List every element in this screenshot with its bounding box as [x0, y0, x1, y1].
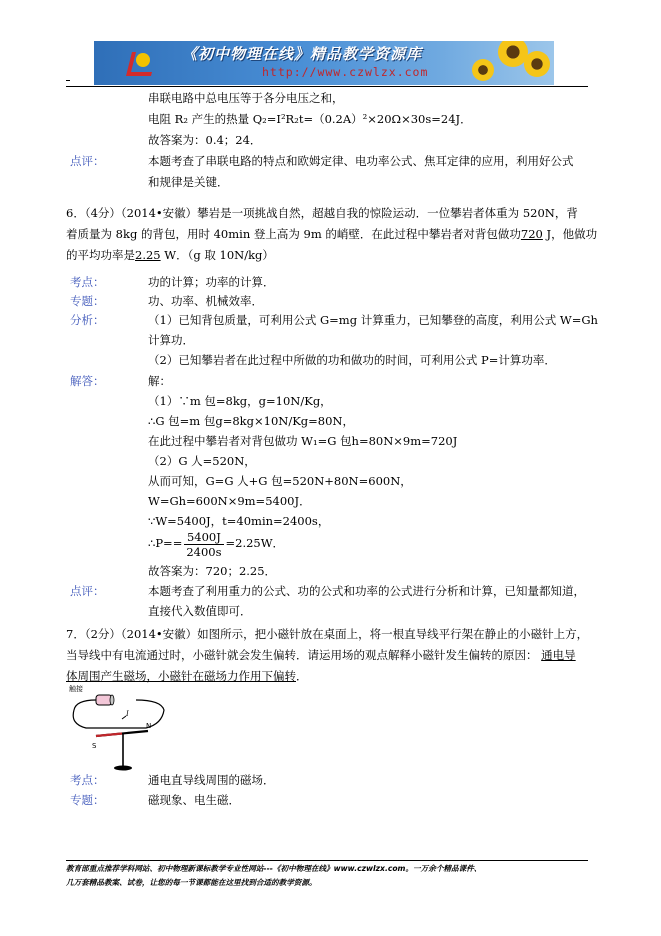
q6-stem-2: 着质量为 8kg 的背包，用时 40min 登上高为 9m 的峭壁．在此过程中攀岩者对背包做功720 J，他做功 [66, 227, 598, 241]
prev-comment-1: 本题考查了串联电路的特点和欧姆定律、电功率公式、焦耳定律的应用，利用好公式 [148, 154, 574, 168]
magnet-wire-figure [66, 685, 176, 780]
power-fraction: $\frac{5400J}{2400s}$ [186, 529, 222, 559]
q7-kaodian-label: 考点： [70, 773, 105, 787]
q6-kaodian: 功的计算；功率的计算． [148, 275, 275, 289]
q6-dianping-1: 本题考查了利用重力的公式、功的公式和功率的公式进行分析和计算，已知量都知道， [148, 584, 585, 598]
q6-dianping-2: 直接代入数值即可． [148, 604, 252, 618]
prev-line-2: 电阻 R₂ 产生的热量 Q₂=I²R₂t=（0.2A）²×20Ω×30s=24J． [148, 112, 472, 126]
q7-answer-a: 通电导 [541, 648, 576, 662]
q6-stem-1: 6．（4分）（2014•安徽）攀岩是一项挑战自然，超越自我的惊险运动．一位攀岩者体重为 520N，背 [66, 206, 578, 220]
q6-zhuanti: 功、功率、机械效率． [148, 294, 263, 308]
sunflower-icon [472, 59, 494, 81]
q6-fenxi-label: 分析： [70, 313, 105, 327]
q6-solution-5: 从而可知，G=G 人+G 包=520N+80N=600N， [148, 474, 412, 488]
q7-stem-2: 当导线中有电流通过时，小磁针就会发生偏转．请运用场的观点解释小磁针发生偏转的原因： 通电导 [66, 648, 576, 662]
q6-solution-7: ∵W=5400J，t=40min=2400s， [148, 514, 330, 528]
q6-solution-4: （2）G 人=520N， [148, 454, 256, 468]
prev-comment-2: 和规律是关键． [148, 175, 229, 189]
q6-solution-9: 故答案为：720；2.25． [148, 564, 277, 578]
q6-solution-2: ∴G 包=m 包g=8kg×10N/Kg=80N， [148, 414, 354, 428]
q6-answer-work: 720 [520, 227, 543, 241]
q6-solution-1: （1）∵m 包=8kg，g=10N/Kg， [148, 394, 332, 408]
header-banner [94, 41, 554, 85]
footer-line-2: 几万套精品教案、试卷，让您的每一节课都能在这里找到合适的教学资源。 [66, 878, 317, 887]
q6-solution-6: W=Gh=600N×9m=5400J． [148, 494, 311, 508]
q6-jieda-label: 解答： [70, 374, 105, 388]
q7-kaodian: 通电直导线周围的磁场． [148, 773, 275, 787]
wire-compass-diagram [66, 688, 176, 774]
site-logo-icon [122, 46, 156, 80]
q7-answer-b: 体周围产生磁场，小磁针在磁场力作用下偏转 [66, 669, 296, 683]
q6-solution-0: 解： [148, 374, 171, 388]
site-url[interactable]: http://www.czwlzx.com [262, 65, 429, 79]
figure-label: 触接 [69, 685, 83, 693]
q6-fenxi-2: 计算功． [148, 333, 194, 347]
q6-dianping-label: 点评： [70, 584, 105, 598]
q7-stem-3: 体周围产生磁场，小磁针在磁场力作用下偏转． [66, 669, 308, 683]
sunflower-icon [524, 51, 550, 77]
q7-stem-1: 7．（2分）（2014•安徽）如图所示，把小磁针放在桌面上，将一根直导线平行架在静止的小磁针上方， [66, 627, 589, 641]
q6-answer-power: 2.25 [135, 248, 161, 262]
q6-stem-3: 的平均功率是2.25 W．（g 取 10N/kg） [66, 248, 274, 262]
footer-line-1: 教育部重点推荐学科网站、初中物理新课标教学专业性网站---《初中物理在线》www.czwlzx.com。一万余个精品课件、 [66, 864, 482, 873]
q6-fenxi-1: （1）已知背包质量，可利用公式 G=mg 计算重力，已知攀登的高度，利用公式 W=Gh [148, 313, 598, 327]
header-rule [66, 86, 588, 87]
prev-line-1: 串联电路中总电压等于各分电压之和， [148, 91, 344, 105]
pole-n-label: N [146, 722, 152, 730]
q7-zhuanti-label: 专题： [70, 793, 105, 807]
current-label: I [126, 710, 129, 718]
q6-fenxi-3: （2）已知攀岩者在此过程中所做的功和做功的时间，可利用公式 P=计算功率． [148, 353, 556, 367]
prev-comment-label: 点评： [70, 154, 105, 168]
pole-s-label: S [92, 742, 97, 750]
q6-kaodian-label: 考点： [70, 275, 105, 289]
prev-answer: 故答案为：0.4；24． [148, 133, 262, 147]
site-title: 《初中物理在线》精品教学资源库 [182, 45, 423, 63]
q6-solution-3: 在此过程中攀岩者对背包做功 W₁=G 包h=80N×9m=720J [148, 434, 458, 448]
q6-zhuanti-label: 专题： [70, 294, 105, 308]
q6-solution-8: ∴P== $\frac{5400J}{2400s}$ =2.25W． [148, 529, 285, 559]
q7-zhuanti: 磁现象、电生磁． [148, 793, 240, 807]
header-rule-mark [66, 80, 70, 81]
footer-rule [66, 860, 588, 861]
